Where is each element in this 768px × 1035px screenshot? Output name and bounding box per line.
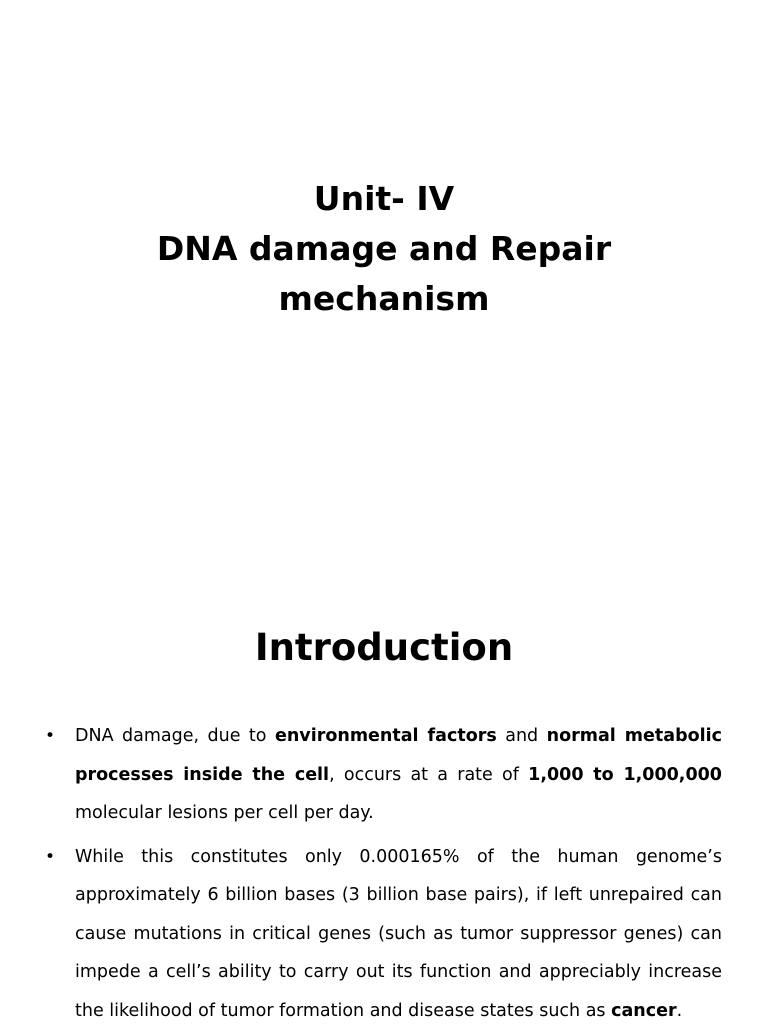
bullet-text-emphasis: 1,000 to 1,000,000	[528, 764, 722, 785]
title-line-unit: Unit- IV	[313, 179, 455, 218]
bullet-text-segment: DNA damage, due to	[75, 726, 275, 746]
bullet-text-segment: While this constitutes only 0.000165% of the human genome’s approximately 6 billion bases (3 billion base pairs), if left unrepaired can cause mutations in critical genes (such as tumor suppressor genes) can impede a cell’s ability to carry out its function and appreciably increase the likelihood of tumor formation and disease states such as	[75, 846, 722, 1021]
title-line-subtopic: mechanism	[278, 279, 490, 318]
bullet-marker: •	[45, 726, 56, 746]
bullet-item	[45, 838, 722, 1031]
bullet-marker: •	[45, 846, 56, 867]
title-line-topic: DNA damage and Repair	[156, 229, 612, 268]
bullet-text-emphasis: normal metabolic processes inside the cell	[75, 726, 722, 785]
bullet-text-emphasis: environmental factors	[274, 726, 497, 746]
bullet-text-segment: molecular lesions per cell per day.	[75, 803, 374, 823]
bullet-text-emphasis: cancer	[611, 1000, 677, 1021]
bullet-text-segment: , occurs at a rate of	[329, 764, 529, 785]
bullet-item	[45, 717, 722, 833]
bullet-text-segment: .	[676, 1000, 683, 1021]
bullet-text-segment: and	[496, 726, 547, 746]
bullet-list	[45, 717, 722, 1035]
section-heading: Introduction	[254, 626, 514, 669]
slide-title	[0, 174, 768, 324]
